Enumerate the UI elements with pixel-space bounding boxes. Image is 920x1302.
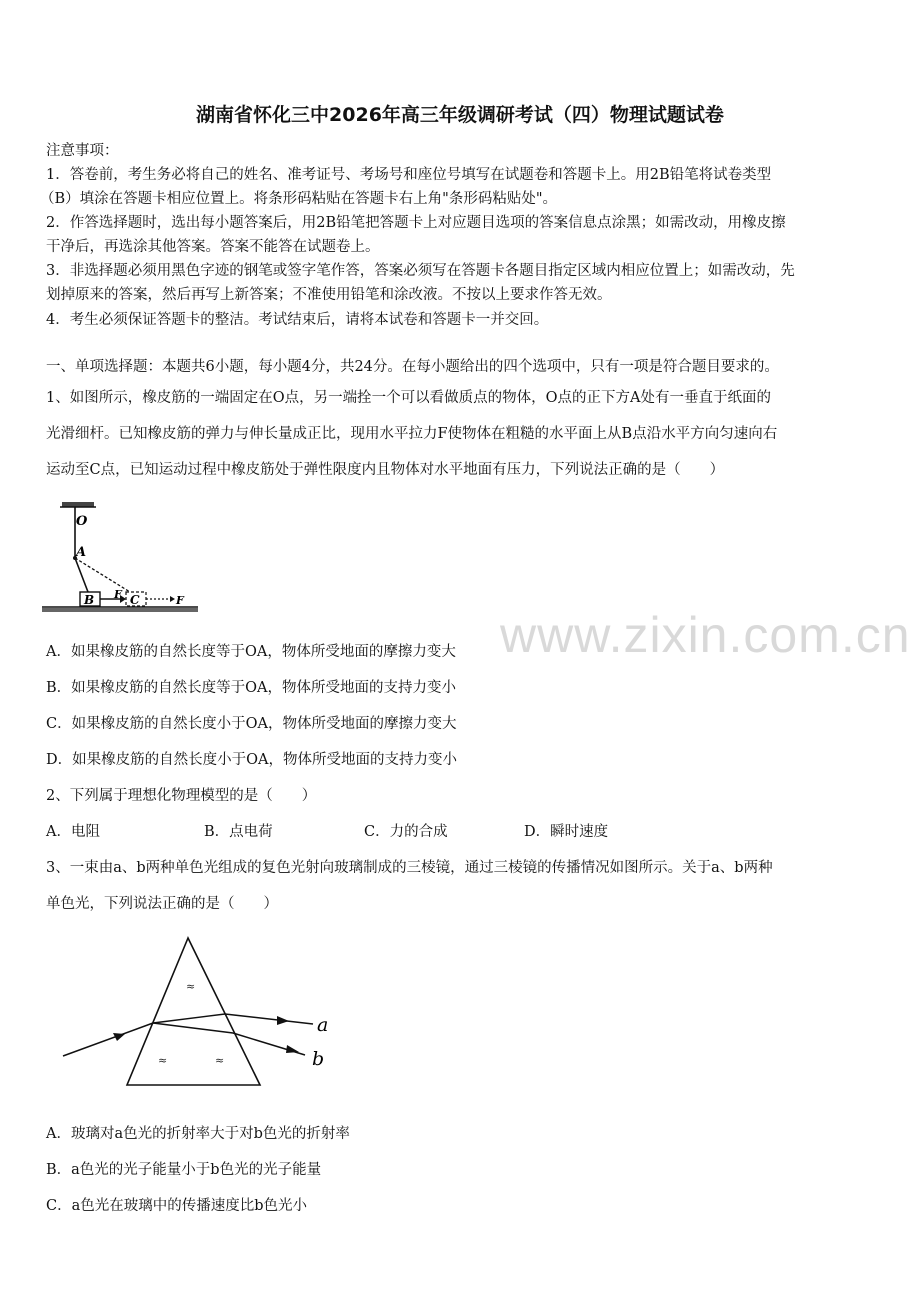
glass-mark: ≈ xyxy=(215,1054,225,1067)
ray-a-inside xyxy=(153,1014,225,1023)
incident-ray xyxy=(63,1023,153,1056)
label-f2: F xyxy=(176,594,184,607)
question-3-option-c: C．a色光在玻璃中的传播速度比b色光小 xyxy=(46,1198,308,1214)
label-b: b xyxy=(312,1048,325,1070)
question-3-option-b: B．a色光的光子能量小于b色光的光子能量 xyxy=(46,1162,322,1178)
ray-b-arrow xyxy=(286,1045,299,1053)
question-2-option-c: C．力的合成 xyxy=(364,824,448,840)
question-1-option-d: D．如果橡皮筋的自然长度小于OA，物体所受地面的支持力变小 xyxy=(46,752,457,768)
question-2-stem: 2、下列属于理想化物理模型的是（ ） xyxy=(46,788,317,804)
question-1-stem-line: 光滑细杆。已知橡皮筋的弹力与伸长量成正比，现用水平拉力F使物体在粗糙的水平面上从B点沿水平方向匀速向右 xyxy=(46,426,778,442)
notice-line: 划掉原来的答案，然后再写上新答案；不准使用铅笔和涂改液。不按以上要求作答无效。 xyxy=(46,287,612,303)
label-f1: F xyxy=(114,588,122,601)
question-1-option-a: A．如果橡皮筋的自然长度等于OA，物体所受地面的摩擦力变大 xyxy=(46,644,456,660)
glass-mark: ≈ xyxy=(186,980,196,993)
question-3-stem-line: 3、一束由a、b两种单色光组成的复色光射向玻璃制成的三棱镜，通过三棱镜的传播情况如图所示。关于a、b两种 xyxy=(46,860,773,876)
rubber-band-to-b xyxy=(75,558,88,592)
prism-figure xyxy=(55,930,355,1090)
glass-mark: ≈ xyxy=(158,1054,168,1067)
notice-line: 1．答卷前，考生务必将自己的姓名、准考证号、考场号和座位号填写在试题卷和答题卡上。用2B铅笔将试卷类型 xyxy=(46,167,772,183)
notice-line: 干净后，再选涂其他答案。答案不能答在试题卷上。 xyxy=(46,239,380,255)
question-1-option-c: C．如果橡皮筋的自然长度小于OA，物体所受地面的摩擦力变大 xyxy=(46,716,457,732)
notice-line: 3．非选择题必须用黑色字迹的钢笔或签字笔作答，答案必须写在答题卡各题目指定区域内相应位置上；如需改动，先 xyxy=(46,263,795,279)
label-a: A xyxy=(76,545,87,560)
label-a: a xyxy=(317,1014,329,1036)
question-3-stem-line: 单色光，下列说法正确的是（ ） xyxy=(46,896,278,912)
label-b: B xyxy=(84,593,95,607)
ray-b-inside xyxy=(153,1023,233,1033)
question-3-option-a: A．玻璃对a色光的折射率大于对b色光的折射率 xyxy=(46,1126,350,1142)
rubber-band-to-c xyxy=(75,558,130,592)
section-heading: 一、单项选择题：本题共6小题，每小题4分，共24分。在每小题给出的四个选项中，只有一项是符合题目要求的。 xyxy=(46,359,779,375)
prism xyxy=(127,938,260,1085)
notice-line: 2．作答选择题时，选出每小题答案后，用2B铅笔把答题卡上对应题目选项的答案信息点涂黑；如需改动，用橡皮擦 xyxy=(46,215,786,231)
notice-heading: 注意事项： xyxy=(46,143,119,159)
watermark: www.zixin.com.cn xyxy=(500,607,911,663)
question-1-figure xyxy=(40,498,205,618)
notice-line: （B）填涂在答题卡相应位置上。将条形码粘贴在答题卡右上角"条形码粘贴处"。 xyxy=(40,191,557,207)
ray-a-out xyxy=(225,1014,313,1024)
label-c: C xyxy=(130,593,140,607)
notice-line: 4．考生必须保证答题卡的整洁。考试结束后，请将本试卷和答题卡一并交回。 xyxy=(46,312,549,328)
question-2-option-b: B．点电荷 xyxy=(204,824,273,840)
label-o: O xyxy=(76,514,88,529)
page-title: 湖南省怀化三中2026年高三年级调研考试（四）物理试题试卷 xyxy=(196,104,724,126)
question-1-stem-line: 运动至C点，已知运动过程中橡皮筋处于弹性限度内且物体对水平地面有压力，下列说法正确的是（ ） xyxy=(46,462,725,478)
question-2-option-a: A．电阻 xyxy=(46,824,100,840)
ground-hatch xyxy=(42,608,198,612)
ray-a-arrow xyxy=(277,1016,289,1025)
question-2-option-d: D．瞬时速度 xyxy=(524,824,609,840)
force-arrow-head xyxy=(170,596,175,602)
question-1-option-b: B．如果橡皮筋的自然长度等于OA，物体所受地面的支持力变小 xyxy=(46,680,457,696)
question-1-stem-line: 1、如图所示，橡皮筋的一端固定在O点，另一端拴一个可以看做质点的物体，O点的正下方A处有一垂直于纸面的 xyxy=(46,390,771,406)
